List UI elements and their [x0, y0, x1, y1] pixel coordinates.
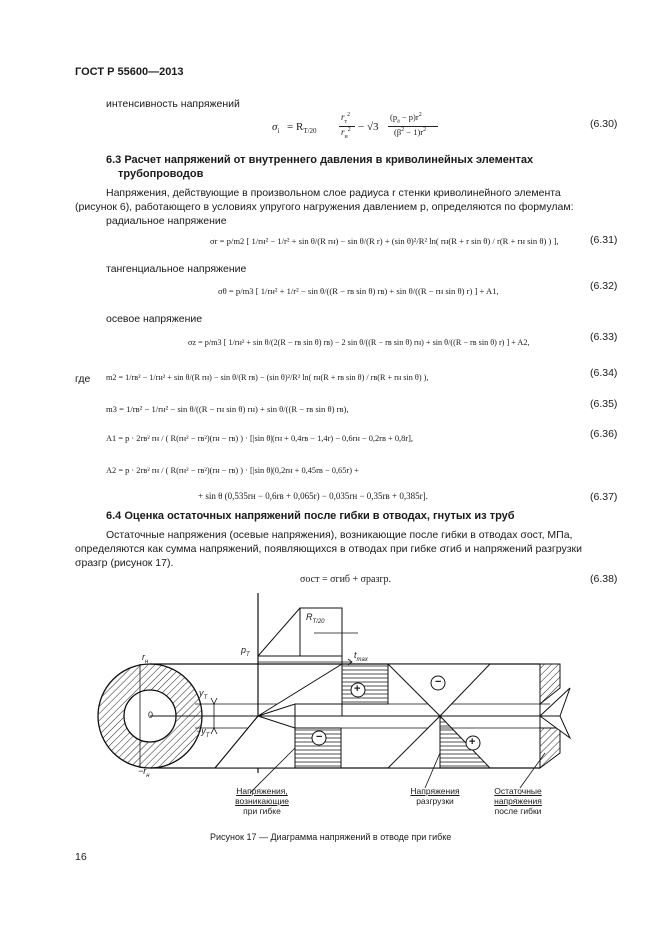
eq630-lhs-sub: i: [277, 127, 280, 136]
equation-6-37-line1: A2 = p · 2rв² rн / ( R(rн² − rв²)(rн − rв) ) · [|sin θ|(0,2rн + 0,45rв − 0,65r) +: [106, 466, 359, 475]
para-6-3-line2: (рисунок 6), работающего в условиях упругого нагружения давлением p, определяются по формулам:: [75, 201, 574, 213]
minus-sign-2: −: [316, 731, 323, 743]
equation-6-31: σr = p/m2 [ 1/rн² − 1/r² + sin θ/(R rн) − sin θ/(R r) + (sin θ)²/R² ln( rн(R + r sin θ) / r(R + rн sin θ) ) ],: [210, 236, 559, 246]
label-zero: 0: [148, 710, 154, 720]
section-6-3-title-line1: 6.3 Расчет напряжений от внутреннего давления в криволинейных элементах: [106, 154, 534, 166]
label-minus-yt: $-y_T$: [196, 726, 210, 739]
para-6-4-line3: σразгр (рисунок 17).: [75, 557, 174, 569]
eq-number-6-36: (6.36): [590, 428, 618, 440]
label-tmax: $t_{max}$: [354, 650, 368, 663]
equation-6-34: m2 = 1/rв² − 1/rн² + sin θ/(R rн) − sin θ/(R rв) − (sin θ)²/R² ln( rн(R + rв sin θ) / rв(R + rн sin θ) ),: [106, 373, 429, 382]
eq630-f1-num: r: [341, 112, 345, 122]
callout-bending-stress: Напряжения, возникающие при гибке: [235, 786, 289, 816]
equation-6-33: σz = p/m3 [ 1/rн² + sin θ/(2(R − rв sin θ) rв) − 2 sin θ/((R − rв sin θ) rн) + sin θ/((R − rв sin θ) r) ] + A2,: [188, 338, 530, 347]
para-6-4-line2: определяются как сумма напряжений, появляющихся в отводах при гибке σгиб и напряжений разгрузки: [75, 543, 583, 555]
para-6-4-line1: Остаточные напряжения (осевые напряжения), возникающие после гибки в отводах σост, МПа,: [106, 529, 573, 541]
eq630-f2-den-rest: − 1)r: [406, 127, 424, 137]
callout-residual-stress: Остаточные напряжения после гибки: [494, 786, 542, 816]
page-number: 16: [75, 851, 87, 863]
eq-number-6-37: (6.37): [590, 491, 618, 503]
label-rn-top: $r_н$: [142, 652, 149, 665]
eq-number-6-30: (6.30): [590, 118, 618, 130]
where-label: где: [75, 373, 91, 385]
label-pt: $p_T$: [241, 645, 250, 658]
equation-6-37-line2: + sin θ (0,535rн − 0,6rв + 0,065r) − 0,035rн − 0,35rв + 0,385r].: [198, 491, 428, 501]
callout3-leader: [520, 753, 545, 788]
eq630-f1-den: r: [341, 127, 345, 137]
plus-sign-1: +: [354, 683, 361, 695]
eq630-sqrt: √3: [367, 121, 379, 133]
eq-number-6-32: (6.32): [590, 280, 618, 292]
eq-number-6-34: (6.34): [590, 367, 618, 379]
para-6-3-line1: Напряжения, действующие в произвольном слое радиуса r стенки криволинейного элемента: [106, 187, 561, 199]
eq-number-6-33: (6.33): [590, 331, 618, 343]
equation-6-35: m3 = 1/rв² − 1/rн² − sin θ/((R − rн sin θ) rн) + sin θ/((R − rв sin θ) rв),: [106, 404, 349, 414]
eq630-body: = R: [287, 121, 304, 133]
para-6-3-line3: радиальное напряжение: [106, 215, 227, 227]
eq630-f2-num-rest: − p)r: [401, 112, 419, 122]
eq630-minus: −: [358, 121, 365, 133]
label-yt: $y_T$: [199, 688, 208, 701]
equation-6-36: A1 = p · 2rв² rн / ( R(rн² − rв²)(rн − rв) ) · [|sin θ|(rн + 0,4rв − 1,4r) − 0,6rн − 0,2rв + 0,8r],: [106, 434, 413, 443]
intro-text: интенсивность напряжений: [106, 98, 240, 110]
eq630-f2-num: (p: [390, 112, 398, 122]
minus-sign-1: −: [435, 676, 442, 688]
equation-6-32: σθ = p/m3 [ 1/rн² + 1/r² − sin θ/((R − rв sin θ) rв) + sin θ/((R − rн sin θ) r) ] + A1,: [218, 286, 499, 296]
label-rt20: $R_{T/20}$: [306, 612, 325, 625]
eq630-f1-den-sub: н: [344, 133, 348, 140]
eq630-body-sub: T/20: [303, 127, 317, 136]
label-rn-bottom: $-r_н$: [138, 766, 150, 779]
page-header: ГОСТ Р 55600—2013: [75, 66, 184, 78]
eq630-f2-num-sub: a: [397, 118, 400, 125]
eq630-f1-num-sub: т: [344, 118, 348, 125]
eq-number-6-35: (6.35): [590, 398, 618, 410]
equation-6-30: $\sigma_i$ = $R_{T/20}$ $r_т^2$ $r_н^2$ − √3 $(p_a - p)r^2$ $(\beta^2 - 1)r^2$: [272, 112, 442, 142]
section-6-4-title: 6.4 Оценка остаточных напряжений после гибки в отводах, гнутых из труб: [106, 510, 515, 522]
eq-number-6-31: (6.31): [590, 234, 618, 246]
plus-sign-2: +: [469, 736, 476, 748]
label-axial: осевое напряжение: [106, 313, 203, 325]
callout-unloading-stress: Напряжения разгрузки: [410, 786, 460, 806]
eq630-f2-den: (β: [394, 127, 402, 137]
figure-caption: Рисунок 17 — Диаграмма напряжений в отводе при гибке: [210, 832, 452, 842]
section-6-3-title-line2: трубопроводов: [118, 168, 204, 180]
eq630-lhs: σ: [272, 121, 278, 133]
equation-6-38: σост = σгиб + σразгр.: [300, 574, 392, 585]
residual-stress-diagram: [540, 664, 570, 768]
eq-number-6-38: (6.38): [590, 573, 618, 585]
label-tangential: тангенциальное напряжение: [106, 263, 247, 275]
